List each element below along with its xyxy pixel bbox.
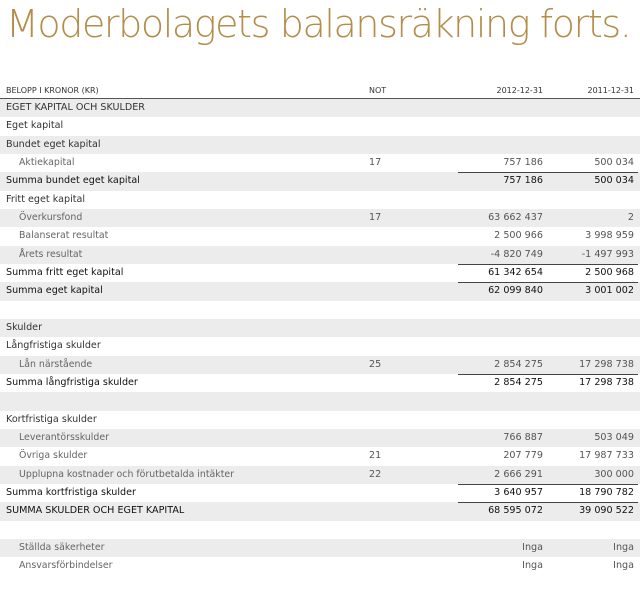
row-label: Lån närstående <box>19 358 93 370</box>
table-row <box>0 117 640 135</box>
table-row <box>0 227 640 245</box>
row-value-2012: 2 500 966 <box>494 230 543 242</box>
row-note: 25 <box>369 358 382 370</box>
header-label: BELOPP I KRONOR (KR) <box>6 86 99 95</box>
table-row <box>0 172 640 190</box>
row-note: 21 <box>369 450 382 462</box>
table-row <box>0 521 640 539</box>
row-label: Summa bundet eget kapital <box>6 175 140 187</box>
table-row <box>0 447 640 465</box>
row-value-2011: Inga <box>613 541 634 553</box>
table-row <box>0 319 640 337</box>
row-value-2011: 503 049 <box>594 431 634 443</box>
table-body <box>0 99 640 576</box>
row-value-2012: 61 342 654 <box>488 266 543 278</box>
row-value-2011: -1 497 993 <box>581 248 634 260</box>
table-row <box>0 282 640 300</box>
row-value-2012: 3 640 957 <box>494 486 543 498</box>
row-label: Leverantörsskulder <box>19 431 109 443</box>
table-row <box>0 374 640 392</box>
row-value-2011: 2 <box>627 211 634 223</box>
table-row <box>0 429 640 447</box>
row-label: Summa eget kapital <box>6 285 103 297</box>
row-value-2011: 500 034 <box>594 175 634 187</box>
page-title: Moderbolagets balansräkning forts. <box>6 2 631 46</box>
table-row <box>0 557 640 575</box>
row-label: Långfristiga skulder <box>6 340 101 352</box>
row-note: 22 <box>369 468 382 480</box>
row-label: EGET KAPITAL OCH SKULDER <box>6 102 145 113</box>
row-value-2012: 2 854 275 <box>494 358 543 370</box>
row-note: 17 <box>369 156 382 168</box>
row-value-2011: 17 298 738 <box>579 358 634 370</box>
row-label: Bundet eget kapital <box>6 138 101 150</box>
row-label: Summa kortfristiga skulder <box>6 486 136 498</box>
table-row <box>0 356 640 374</box>
row-value-2012: Inga <box>522 560 543 572</box>
row-value-2012: 62 099 840 <box>488 285 543 297</box>
row-value-2012: Inga <box>522 541 543 553</box>
row-value-2011: Inga <box>613 560 634 572</box>
row-value-2011: 17 298 738 <box>579 376 634 388</box>
table-row <box>0 484 640 502</box>
row-value-2012: 207 779 <box>503 450 543 462</box>
row-note: 17 <box>369 211 382 223</box>
row-value-2012: -4 820 749 <box>490 248 543 260</box>
row-label: SUMMA SKULDER OCH EGET KAPITAL <box>6 505 185 517</box>
row-label: Skulder <box>6 321 43 333</box>
row-value-2012: 2 854 275 <box>494 376 543 388</box>
row-value-2011: 3 998 959 <box>585 230 634 242</box>
row-value-2011: 17 987 733 <box>579 450 634 462</box>
table-row <box>0 264 640 282</box>
row-value-2011: 18 790 782 <box>579 486 634 498</box>
table-row <box>0 502 640 520</box>
row-label: Eget kapital <box>6 120 64 132</box>
row-label: Fritt eget kapital <box>6 193 86 205</box>
row-label: Aktiekapital <box>19 156 75 168</box>
row-label: Årets resultat <box>19 248 83 260</box>
row-value-2012: 757 186 <box>503 175 543 187</box>
row-value-2012: 63 662 437 <box>488 211 543 223</box>
table-row <box>0 99 640 117</box>
table-row <box>0 337 640 355</box>
row-value-2011: 2 500 968 <box>585 266 634 278</box>
header-col1: 2012-12-31 <box>496 86 543 95</box>
table-row <box>0 539 640 557</box>
table-row <box>0 466 640 484</box>
row-value-2011: 300 000 <box>594 468 634 480</box>
table-row <box>0 392 640 410</box>
row-label: Upplupna kostnader och förutbetalda intäkter <box>19 468 234 480</box>
row-label: Övriga skulder <box>19 450 88 462</box>
row-label: Ansvarsförbindelser <box>19 560 113 572</box>
row-label: Balanserat resultat <box>19 230 109 242</box>
row-value-2012: 68 595 072 <box>488 505 543 517</box>
row-label: Ställda säkerheter <box>19 541 105 553</box>
header-col2: 2011-12-31 <box>587 86 634 95</box>
table-row <box>0 411 640 429</box>
table-row <box>0 209 640 227</box>
row-value-2011: 39 090 522 <box>579 505 634 517</box>
table-row <box>0 154 640 172</box>
row-label: Summa fritt eget kapital <box>6 266 124 278</box>
row-label: Summa långfristiga skulder <box>6 376 138 388</box>
balance-sheet-table <box>0 80 640 576</box>
table-row <box>0 136 640 154</box>
row-value-2011: 500 034 <box>594 156 634 168</box>
row-value-2012: 766 887 <box>503 431 543 443</box>
row-label: Kortfristiga skulder <box>6 413 97 425</box>
table-row <box>0 301 640 319</box>
table-row <box>0 246 640 264</box>
row-label: Överkursfond <box>19 211 83 223</box>
header-not: NOT <box>369 86 387 95</box>
row-value-2011: 3 001 002 <box>585 285 634 297</box>
row-value-2012: 2 666 291 <box>494 468 543 480</box>
row-value-2012: 757 186 <box>503 156 543 168</box>
table-row <box>0 191 640 209</box>
table-header <box>0 80 640 99</box>
